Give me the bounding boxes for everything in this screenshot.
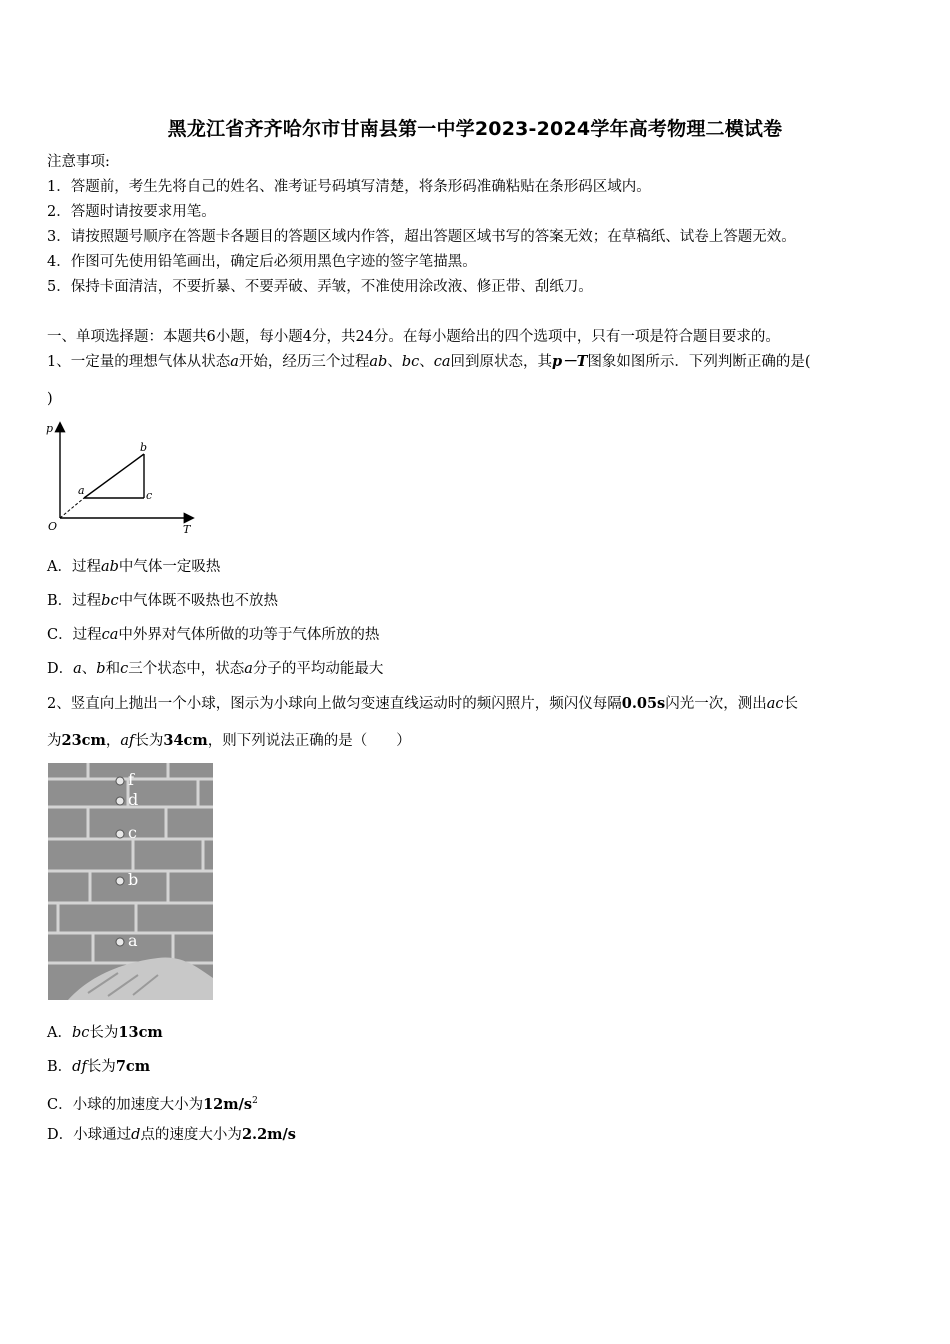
photo-label-f: f [128,770,134,789]
q2-stem-line1: 2、竖直向上抛出一个小球，图示为小球向上做匀变速直线运动时的频闪照片，频闪仪每隔0.05s闪光一次，测出ac长 [47,695,798,712]
photo-label-d: d [128,790,139,809]
q2-option-a: A．bc长为13cm [47,1024,163,1041]
notice-item-5: 5．保持卡面清洁，不要折暴、不要弄破、弄皱，不准使用涂改液、修正带、刮纸刀。 [47,279,593,295]
ball-b [116,877,124,885]
q1-option-d: D．a、b和c三个状态中，状态a分子的平均动能最大 [47,661,384,677]
q1-stem: 1、一定量的理想气体从状态a开始，经历三个过程ab、bc、ca回到原状态，其p－T图象如图所示．下列判断正确的是( [47,353,811,370]
graph-label-c: c [146,489,153,502]
q1-option-b: B．过程bc中气体既不吸热也不放热 [47,593,279,609]
brick-wall [48,763,213,1000]
graph-label-p: p [46,422,54,435]
graph-label-o: O [48,520,58,533]
ball-a [116,938,124,946]
q2-stem-line2: 为23cm，af长为34cm，则下列说法正确的是（ ） [47,732,411,749]
section-heading: 一、单项选择题：本题共6小题，每小题4分，共24分。在每小题给出的四个选项中，只有一项是符合题目要求的。 [47,329,780,345]
photo-label-b: b [128,870,139,889]
photo-label-a: a [128,931,138,950]
notice-item-3: 3．请按照题号顺序在答题卡各题目的答题区域内作答，超出答题区域书写的答案无效；在草稿纸、试卷上答题无效。 [47,229,796,245]
strobe-photo [48,763,213,1000]
graph-label-a: a [78,484,85,497]
notice-item-4: 4．作图可先使用铅笔画出，确定后必须用黑色字迹的签字笔描黑。 [47,254,477,270]
graph-label-t: T [183,523,191,536]
q1-option-a: A．过程ab中气体一定吸热 [47,559,221,575]
q1-stem-end: ) [47,391,53,407]
page-title: 黑龙江省齐齐哈尔市甘南县第一中学2023-2024学年高考物理二模试卷 [167,118,783,140]
pt-graph [40,418,200,538]
q2-option-d: D．小球通过d点的速度大小为2.2m/s [47,1126,296,1143]
ball-d [116,797,124,805]
extension-dashed [60,498,84,518]
q1-option-c: C．过程ca中外界对气体所做的功等于气体所放的热 [47,627,380,643]
photo-label-c: c [128,823,137,842]
q2-option-b: B．df长为7cm [47,1058,151,1075]
notice-item-1: 1．答题前，考生先将自己的姓名、准考证号码填写清楚，将条形码准确粘贴在条形码区域内。 [47,179,651,195]
ball-c [116,830,124,838]
q2-option-c: C．小球的加速度大小为$12m/s^2$ [47,1095,258,1113]
ball-f [116,777,124,785]
notice-heading: 注意事项: [47,154,110,170]
notice-item-2: 2．答题时请按要求用笔。 [47,204,216,220]
graph-label-b: b [140,441,148,454]
process-ab [84,454,144,498]
